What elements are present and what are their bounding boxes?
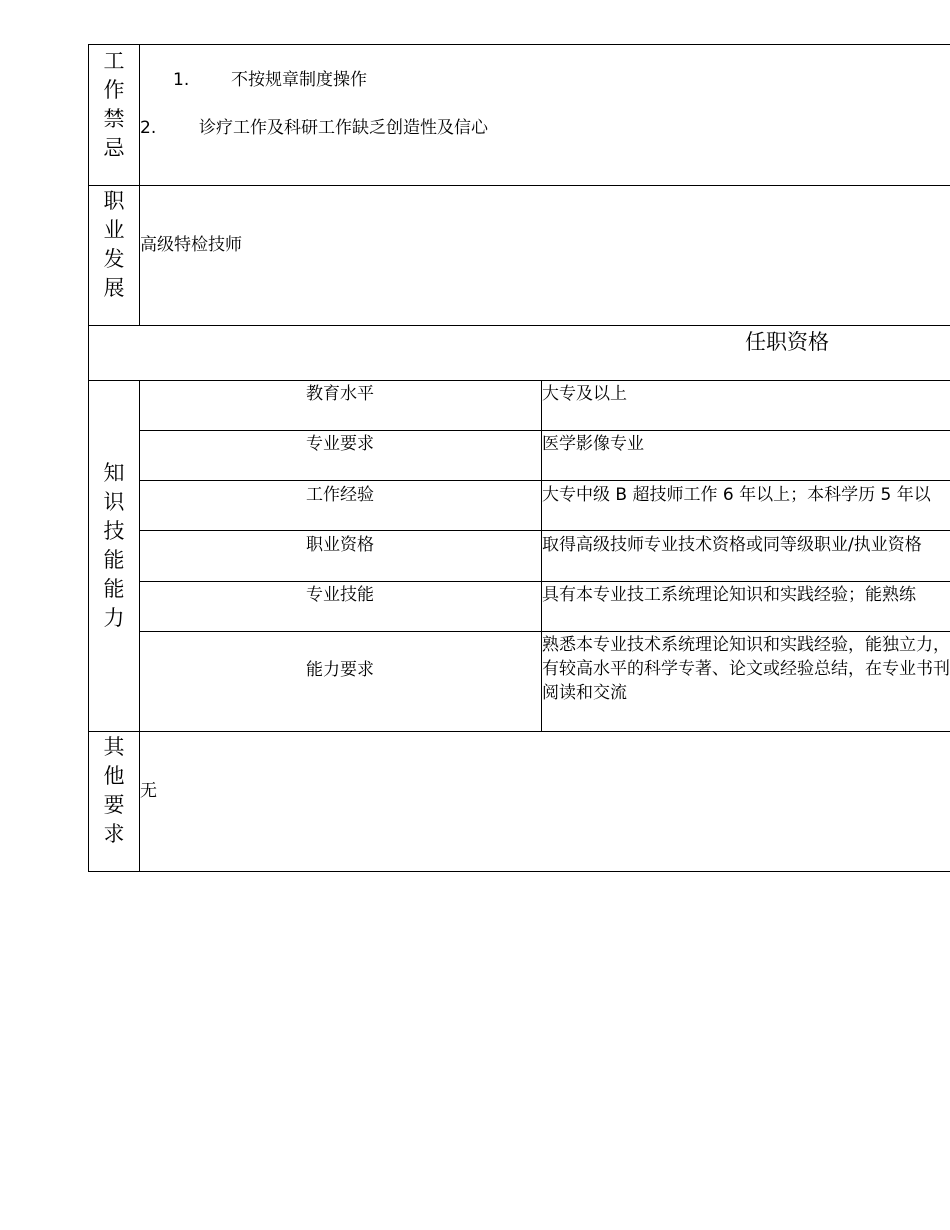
table-top-border	[88, 44, 950, 45]
ability-label: 能力要求	[306, 660, 374, 680]
row-divider	[88, 185, 950, 186]
taboo-label: 工 作 禁 忌	[103, 49, 125, 160]
column-divider	[139, 44, 140, 326]
row-divider	[139, 581, 950, 582]
taboo-item-2-number: 2.	[140, 118, 157, 138]
row-divider	[139, 631, 950, 632]
knowledge-label: 知 识 技 能 能 力	[103, 461, 125, 630]
other-label: 其 他 要 求	[103, 735, 125, 846]
taboo-item-1-number: 1.	[173, 70, 190, 90]
row-divider	[139, 530, 950, 531]
major-label: 专业要求	[306, 434, 374, 454]
row-divider	[88, 325, 950, 326]
career-label: 职 业 发 展	[103, 189, 125, 300]
certification-label: 职业资格	[306, 535, 374, 555]
skills-label: 专业技能	[306, 585, 374, 605]
row-divider	[139, 430, 950, 431]
taboo-item-1-text: 不按规章制度操作	[231, 70, 367, 90]
certification-value: 取得高级技师专业技术资格或同等级职业/执业资格	[542, 535, 922, 555]
experience-value: 大专中级 B 超技师工作 6 年以上；本科学历 5 年以	[542, 485, 931, 505]
row-divider	[88, 380, 950, 381]
education-value: 大专及以上	[542, 384, 627, 404]
table-bottom-border	[88, 871, 950, 872]
major-value: 医学影像专业	[542, 434, 644, 454]
ability-value: 熟悉本专业技术系统理论知识和实践经验，能独立力，有较高水平的科学专著、论文或经验总结，在专业书刊阅读和交流	[542, 635, 950, 703]
row-divider	[139, 480, 950, 481]
education-label: 教育水平	[306, 384, 374, 404]
row-divider	[88, 731, 950, 732]
other-text: 无	[140, 781, 157, 801]
career-text: 高级特检技师	[140, 235, 242, 255]
qualification-header: 任职资格	[745, 330, 829, 354]
experience-label: 工作经验	[306, 485, 374, 505]
taboo-item-2-text: 诊疗工作及科研工作缺乏创造性及信心	[199, 118, 488, 138]
skills-value: 具有本专业技工系统理论知识和实践经验；能熟练	[542, 585, 916, 605]
